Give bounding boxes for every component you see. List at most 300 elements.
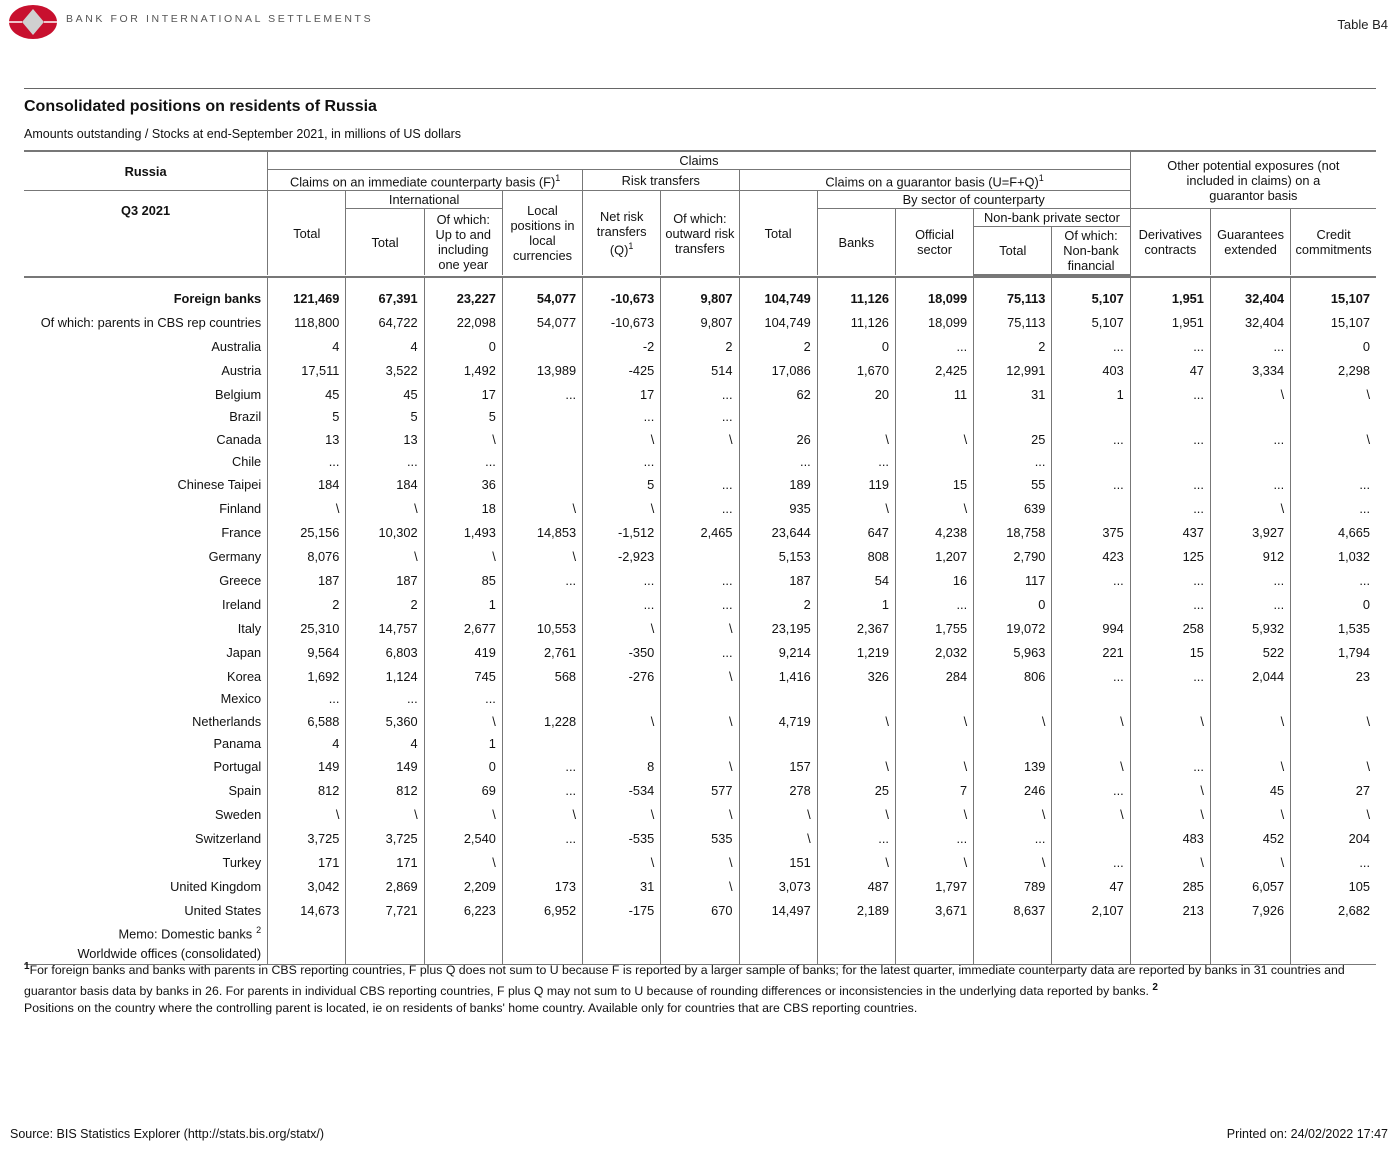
table-cell: \: [817, 850, 895, 874]
table-row: [24, 850, 1376, 874]
table-cell: 105: [1291, 874, 1376, 898]
table-row: [24, 472, 1376, 496]
table-cell: [1291, 451, 1376, 472]
table-cell: 16: [895, 568, 973, 592]
table-cell: 18,758: [974, 520, 1052, 544]
table-cell: \: [1210, 382, 1290, 406]
row-label: Australia: [211, 338, 262, 354]
table-cell: [661, 688, 739, 709]
table-cell: ...: [268, 451, 346, 472]
table-cell: 1,797: [895, 874, 973, 898]
table-cell: -535: [583, 826, 661, 850]
table-cell: \: [346, 802, 424, 826]
table-cell: ...: [502, 382, 582, 406]
table-cell: 1,794: [1291, 640, 1376, 664]
table-cell: 0: [974, 592, 1052, 616]
table-id: Table B4: [1337, 17, 1388, 32]
table-cell: \: [895, 427, 973, 451]
table-cell: 15: [895, 472, 973, 496]
table-cell: 285: [1130, 874, 1210, 898]
table-cell: [1130, 406, 1210, 427]
table-cell: \: [1130, 778, 1210, 802]
table-cell: 812: [346, 778, 424, 802]
table-cell: 1,670: [817, 358, 895, 382]
table-cell: -10,673: [583, 310, 661, 334]
row-label: Switzerland: [195, 830, 262, 846]
table-cell: [974, 922, 1052, 943]
table-cell: 25,310: [268, 616, 346, 640]
table-cell: 221: [1052, 640, 1130, 664]
row-label: Of which: parents in CBS rep countries: [40, 314, 262, 330]
table-cell: 13: [268, 427, 346, 451]
table-cell: 11,126: [817, 277, 895, 310]
table-cell: [974, 733, 1052, 754]
table-cell: 3,725: [346, 826, 424, 850]
table-cell: [739, 688, 817, 709]
table-cell: 184: [346, 472, 424, 496]
table-cell: 12,991: [974, 358, 1052, 382]
table-cell: \: [424, 802, 502, 826]
table-cell: 17: [583, 382, 661, 406]
table-cell: 6,803: [346, 640, 424, 664]
table-cell: ...: [1130, 334, 1210, 358]
col-banks: Banks: [817, 209, 895, 276]
table-cell: 7: [895, 778, 973, 802]
table-cell: [268, 922, 346, 943]
table-cell: 1,207: [895, 544, 973, 568]
table-cell: 4: [268, 733, 346, 754]
col-intl-short: Of which: Up to and including one year: [424, 209, 502, 276]
row-label: Turkey: [222, 854, 262, 870]
table-cell: 2,677: [424, 616, 502, 640]
table-cell: 32,404: [1210, 277, 1290, 310]
table-cell: \: [583, 709, 661, 733]
table-cell: 6,223: [424, 898, 502, 922]
table-cell: 8: [583, 754, 661, 778]
table-cell: [739, 733, 817, 754]
table-cell: 149: [268, 754, 346, 778]
table-cell: 31: [583, 874, 661, 898]
table-cell: [895, 688, 973, 709]
table-cell: 2,032: [895, 640, 973, 664]
table-cell: ...: [1052, 334, 1130, 358]
table-cell: 171: [268, 850, 346, 874]
table-cell: [1291, 406, 1376, 427]
table-cell: [895, 922, 973, 943]
table-cell: 32,404: [1210, 310, 1290, 334]
group-by-sector: By sector of counterparty: [817, 191, 1130, 209]
table-cell: 14,757: [346, 616, 424, 640]
table-cell: 4,719: [739, 709, 817, 733]
table-cell: ...: [583, 568, 661, 592]
table-cell: \: [346, 544, 424, 568]
table-cell: [817, 406, 895, 427]
table-cell: 3,927: [1210, 520, 1290, 544]
table-cell: ...: [583, 406, 661, 427]
table-cell: [424, 922, 502, 943]
table-cell: ...: [661, 592, 739, 616]
table-cell: ...: [346, 451, 424, 472]
table-cell: 1,951: [1130, 310, 1210, 334]
row-label: Worldwide offices (consolidated): [24, 943, 268, 965]
table-cell: \: [895, 709, 973, 733]
table-cell: [1052, 826, 1130, 850]
table-cell: 535: [661, 826, 739, 850]
table-cell: 69: [424, 778, 502, 802]
table-cell: ...: [1052, 850, 1130, 874]
table-cell: ...: [583, 451, 661, 472]
table-cell: [1210, 922, 1290, 943]
table-cell: \: [502, 496, 582, 520]
table-cell: 2,869: [346, 874, 424, 898]
table-cell: \: [424, 709, 502, 733]
table-cell: [974, 406, 1052, 427]
table-cell: ...: [502, 778, 582, 802]
table-cell: \: [661, 850, 739, 874]
table-cell: 184: [268, 472, 346, 496]
table-cell: 2,298: [1291, 358, 1376, 382]
table-row: [24, 778, 1376, 802]
table-cell: \: [1291, 802, 1376, 826]
table-cell: [502, 472, 582, 496]
table-cell: 2: [661, 334, 739, 358]
table-cell: 15,107: [1291, 277, 1376, 310]
table-cell: 514: [661, 358, 739, 382]
table-cell: \: [974, 850, 1052, 874]
table-row: [24, 922, 1376, 943]
table-cell: 403: [1052, 358, 1130, 382]
table-cell: 1,951: [1130, 277, 1210, 310]
row-label: Chile: [232, 454, 262, 470]
table-row: [24, 427, 1376, 451]
table-cell: 15,107: [1291, 310, 1376, 334]
table-cell: [1130, 733, 1210, 754]
table-cell: [502, 733, 582, 754]
table-cell: [661, 544, 739, 568]
table-cell: 2,107: [1052, 898, 1130, 922]
divider: [24, 88, 1376, 89]
table-cell: 808: [817, 544, 895, 568]
table-cell: [1291, 733, 1376, 754]
row-label: Italy: [237, 620, 262, 636]
table-cell: 487: [817, 874, 895, 898]
table-cell: \: [1210, 496, 1290, 520]
table-cell: [583, 733, 661, 754]
table-cell: 2,209: [424, 874, 502, 898]
table-cell: 171: [346, 850, 424, 874]
table-cell: \: [661, 427, 739, 451]
table-cell: ...: [583, 592, 661, 616]
table-row: [24, 616, 1376, 640]
table-row: [24, 754, 1376, 778]
table-cell: ...: [1291, 472, 1376, 496]
table-cell: 17: [424, 382, 502, 406]
table-cell: ...: [817, 826, 895, 850]
table-cell: 118,800: [268, 310, 346, 334]
table-cell: \: [268, 802, 346, 826]
table-cell: 278: [739, 778, 817, 802]
table-cell: 3,073: [739, 874, 817, 898]
table-cell: 25: [817, 778, 895, 802]
table-cell: [1291, 688, 1376, 709]
table-cell: 789: [974, 874, 1052, 898]
table-cell: 639: [974, 496, 1052, 520]
table-cell: 17,511: [268, 358, 346, 382]
row-label: United Kingdom: [170, 878, 262, 894]
table-cell: \: [661, 709, 739, 733]
table-cell: ...: [974, 826, 1052, 850]
group-immediate: Claims on an immediate counterparty basis $(F)^1$: [268, 170, 583, 191]
table-cell: \: [424, 427, 502, 451]
table-cell: [1210, 688, 1290, 709]
footnote-marker-2: 2: [1152, 982, 1158, 994]
row-label: Korea: [227, 668, 262, 684]
corner-country: Russia: [24, 151, 268, 191]
col-f-total: Total: [268, 191, 346, 276]
table-cell: 375: [1052, 520, 1130, 544]
table-cell: ...: [661, 496, 739, 520]
table-row: [24, 688, 1376, 709]
row-label: Netherlands: [192, 713, 262, 729]
table-cell: [1291, 922, 1376, 943]
table-cell: 452: [1210, 826, 1290, 850]
table-cell: 23: [1291, 664, 1376, 688]
col-local: Local positions in local currencies: [502, 191, 582, 276]
table-cell: -1,512: [583, 520, 661, 544]
table-cell: 54: [817, 568, 895, 592]
table-cell: 75,113: [974, 277, 1052, 310]
table-cell: \: [1130, 850, 1210, 874]
table-cell: \: [1210, 754, 1290, 778]
table-cell: ...: [268, 688, 346, 709]
table-cell: 31: [974, 382, 1052, 406]
row-label: Sweden: [214, 806, 262, 822]
table-cell: 423: [1052, 544, 1130, 568]
table-cell: [502, 427, 582, 451]
table-cell: \: [817, 496, 895, 520]
table-cell: 1: [424, 733, 502, 754]
table-cell: ...: [424, 688, 502, 709]
table-cell: [661, 733, 739, 754]
table-cell: \: [583, 496, 661, 520]
source-note: Source: BIS Statistics Explorer (http://stats.bis.org/statx/): [10, 1127, 325, 1141]
table-cell: \: [1130, 709, 1210, 733]
table-row: [24, 568, 1376, 592]
table-cell: 4: [346, 733, 424, 754]
table-cell: ...: [1130, 754, 1210, 778]
table-row: [24, 310, 1376, 334]
table-cell: 47: [1130, 358, 1210, 382]
table-row: [24, 544, 1376, 568]
table-cell: 5,107: [1052, 277, 1130, 310]
table-cell: [502, 451, 582, 472]
table-cell: 157: [739, 754, 817, 778]
table-cell: ...: [1291, 568, 1376, 592]
table-cell: \: [1291, 709, 1376, 733]
table-cell: ...: [817, 451, 895, 472]
table-cell: 18: [424, 496, 502, 520]
table-cell: 121,469: [268, 277, 346, 310]
table-cell: 6,952: [502, 898, 582, 922]
table-cell: 23,195: [739, 616, 817, 640]
table-cell: \: [739, 826, 817, 850]
row-label: Portugal: [213, 758, 262, 774]
table-cell: 26: [739, 427, 817, 451]
table-cell: ...: [1052, 472, 1130, 496]
table-cell: 2: [268, 592, 346, 616]
table-cell: [502, 922, 582, 943]
table-cell: 14,853: [502, 520, 582, 544]
table-cell: \: [583, 802, 661, 826]
table-row: [24, 709, 1376, 733]
table-cell: 11,126: [817, 310, 895, 334]
table-cell: 25,156: [268, 520, 346, 544]
table-cell: 246: [974, 778, 1052, 802]
table-cell: ...: [661, 472, 739, 496]
table-cell: 0: [424, 754, 502, 778]
table-cell: \: [817, 427, 895, 451]
table-cell: ...: [1291, 850, 1376, 874]
table-cell: 54,077: [502, 277, 582, 310]
table-cell: -175: [583, 898, 661, 922]
table-cell: [502, 688, 582, 709]
table-cell: 204: [1291, 826, 1376, 850]
table-cell: ...: [502, 754, 582, 778]
table-cell: \: [583, 616, 661, 640]
table-row: [24, 592, 1376, 616]
table-cell: 17,086: [739, 358, 817, 382]
table-cell: 568: [502, 664, 582, 688]
table-cell: ...: [974, 451, 1052, 472]
table-cell: \: [1291, 382, 1376, 406]
table-cell: 7,926: [1210, 898, 1290, 922]
table-cell: \: [1210, 709, 1290, 733]
table-row: [24, 664, 1376, 688]
table-cell: \: [661, 874, 739, 898]
table-cell: \: [583, 850, 661, 874]
table-cell: -10,673: [583, 277, 661, 310]
table-row: [24, 496, 1376, 520]
table-cell: 2,044: [1210, 664, 1290, 688]
table-cell: [895, 733, 973, 754]
table-cell: [502, 850, 582, 874]
table-cell: 3,725: [268, 826, 346, 850]
table-cell: ...: [1210, 334, 1290, 358]
page-subtitle: Amounts outstanding / Stocks at end-September 2021, in millions of US dollars: [24, 127, 462, 141]
table-cell: [1052, 733, 1130, 754]
table-cell: 806: [974, 664, 1052, 688]
col-nbp-total: Total: [974, 227, 1052, 276]
table-cell: 326: [817, 664, 895, 688]
col-official: Official sector: [895, 209, 973, 276]
table-cell: 149: [346, 754, 424, 778]
table-cell: 1: [424, 592, 502, 616]
table-cell: 2,761: [502, 640, 582, 664]
table-cell: 139: [974, 754, 1052, 778]
table-cell: ...: [895, 592, 973, 616]
table-cell: [661, 451, 739, 472]
table-cell: \: [424, 850, 502, 874]
table-cell: ...: [661, 406, 739, 427]
table-cell: 2: [739, 592, 817, 616]
table-cell: 647: [817, 520, 895, 544]
table-cell: 67,391: [346, 277, 424, 310]
footnotes: [24, 958, 1374, 1017]
table-cell: ...: [1130, 664, 1210, 688]
table-cell: 3,671: [895, 898, 973, 922]
row-label: Austria: [221, 362, 262, 378]
table-cell: ...: [1052, 568, 1130, 592]
table-cell: 812: [268, 778, 346, 802]
table-cell: 5: [268, 406, 346, 427]
col-credit: Credit commitments: [1291, 209, 1376, 276]
table-cell: 15: [1130, 640, 1210, 664]
table-cell: 104,749: [739, 277, 817, 310]
table-cell: ...: [661, 382, 739, 406]
table-cell: 9,214: [739, 640, 817, 664]
footnote-1: For foreign banks and banks with parents in CBS reporting countries, F plus Q does not sum to U because F is reported by a larger sample of banks; for the latest quarter, immediate counterparty data are reported by banks in 31 countries and guarantor basis data by banks in 26. For parents in individual CBS reporting countries, F plus Q may not sum to U because of rounding differences or inconsistencies in the underlying data reported by banks.: [24, 963, 1345, 999]
table-cell: ...: [1052, 778, 1130, 802]
row-label: Japan: [226, 644, 262, 660]
table-cell: [1052, 592, 1130, 616]
table-cell: ...: [502, 826, 582, 850]
table-cell: [583, 688, 661, 709]
table-cell: ...: [1130, 496, 1210, 520]
table-cell: [974, 688, 1052, 709]
table-cell: \: [1210, 802, 1290, 826]
table-cell: \: [1130, 802, 1210, 826]
group-risk-transfers: Risk transfers: [583, 170, 739, 191]
table-cell: 8,076: [268, 544, 346, 568]
table-cell: ...: [895, 334, 973, 358]
table-cell: \: [661, 664, 739, 688]
table-cell: 20: [817, 382, 895, 406]
table-cell: 4,665: [1291, 520, 1376, 544]
table-cell: ...: [1291, 496, 1376, 520]
col-net-risk: Net risk transfers $(Q)^1$: [583, 191, 661, 276]
table-cell: [502, 334, 582, 358]
table-row: [24, 826, 1376, 850]
table-cell: \: [424, 544, 502, 568]
table-cell: 125: [1130, 544, 1210, 568]
table-cell: -534: [583, 778, 661, 802]
table-cell: [1052, 496, 1130, 520]
table-cell: 85: [424, 568, 502, 592]
table-cell: 5: [346, 406, 424, 427]
table-cell: 0: [1291, 592, 1376, 616]
row-label: Mexico: [220, 691, 262, 707]
table-cell: 6,057: [1210, 874, 1290, 898]
table-cell: 9,807: [661, 277, 739, 310]
table-cell: 912: [1210, 544, 1290, 568]
col-u-total: Total: [739, 191, 817, 276]
table-cell: 4: [268, 334, 346, 358]
table-cell: [1052, 688, 1130, 709]
table-cell: \: [346, 496, 424, 520]
table-cell: 10,302: [346, 520, 424, 544]
table-cell: ...: [739, 451, 817, 472]
col-nbp-nonbank: Of which: Non-bank financial: [1052, 227, 1130, 276]
table-cell: 4,238: [895, 520, 973, 544]
table-cell: 419: [424, 640, 502, 664]
table-cell: 9,807: [661, 310, 739, 334]
table-cell: 187: [739, 568, 817, 592]
table-cell: 8,637: [974, 898, 1052, 922]
org-name: BANK FOR INTERNATIONAL SETTLEMENTS: [66, 13, 374, 25]
group-other-exposures: Other potential exposures (not included in claims) on a guarantor basis: [1130, 151, 1376, 209]
table-cell: 0: [817, 334, 895, 358]
table-cell: \: [739, 802, 817, 826]
